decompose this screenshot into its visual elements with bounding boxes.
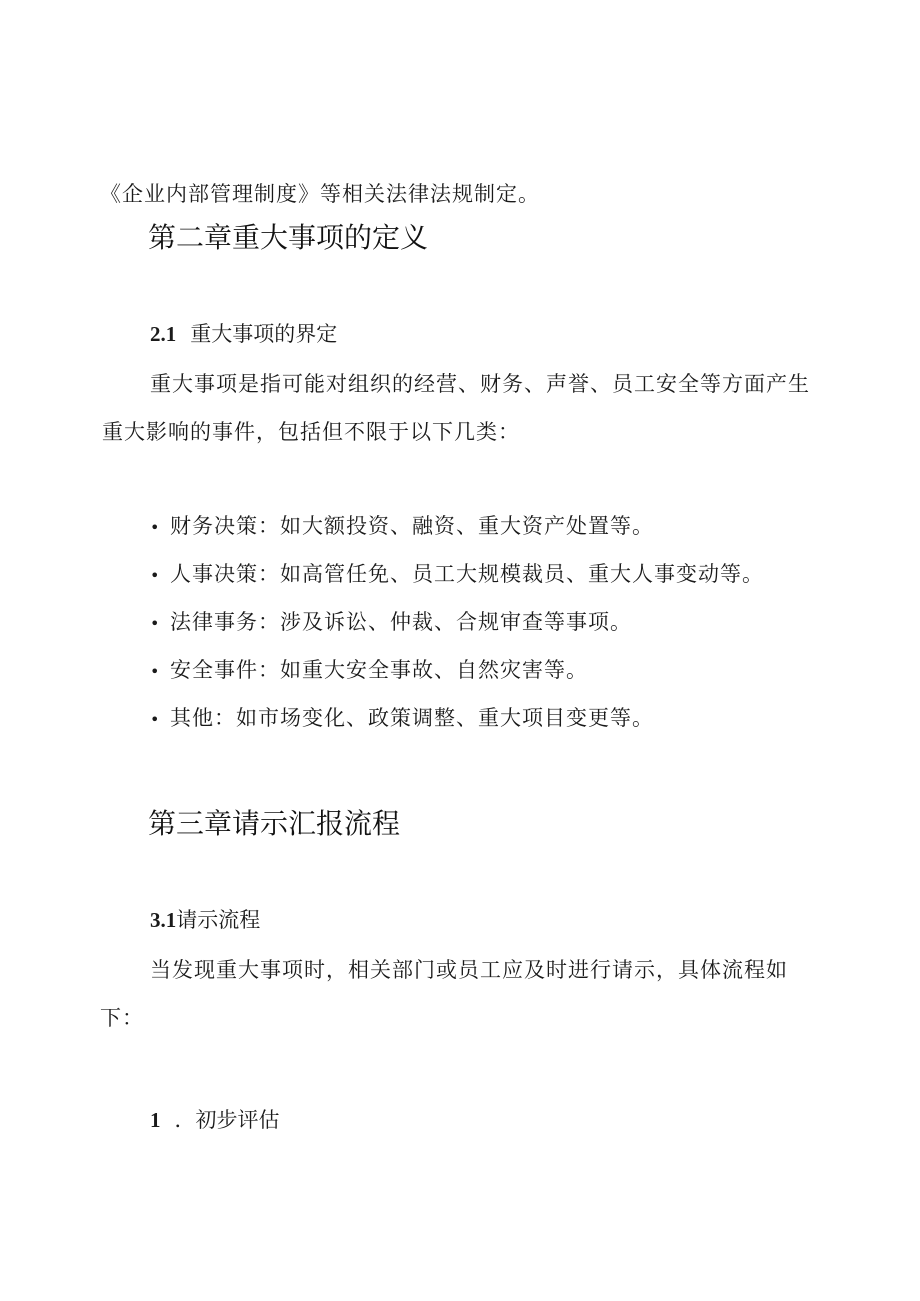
list-item-text: 安全事件：如重大安全事故、自然灾害等。 (170, 658, 588, 682)
list-item-text: 其他：如市场变化、政策调整、重大项目变更等。 (170, 706, 654, 730)
chapter-2-paragraph-line-2: 重大影响的事件，包括但不限于以下几类： (102, 420, 520, 444)
step-title: ．初步评估 (174, 1108, 280, 1132)
list-item-text: 法律事务：涉及诉讼、仲裁、合规审查等事项。 (170, 610, 632, 634)
bullet-icon: • (150, 566, 161, 585)
list-item-text: 财务决策：如大额投资、融资、重大资产处置等。 (170, 514, 654, 538)
bullet-icon: • (150, 614, 161, 633)
list-item (150, 654, 588, 684)
section-2-1-heading (150, 318, 337, 348)
step-number: 1 (150, 1108, 161, 1132)
list-item (150, 510, 654, 540)
list-item-text: 人事决策：如高管任免、员工大规模裁员、重大人事变动等。 (170, 562, 764, 586)
chapter-2-heading: 第二章重大事项的定义 (148, 221, 429, 254)
bullet-icon: • (150, 518, 161, 537)
section-number: 2.1 (150, 322, 177, 346)
chapter-3-paragraph-line-2: 下： (100, 1006, 144, 1030)
chapter-2-paragraph-line-1: 重大事项是指可能对组织的经营、财务、声誉、员工安全等方面产生 (150, 372, 810, 396)
list-item (150, 606, 632, 636)
list-item (150, 558, 764, 588)
section-title: 请示流程 (176, 908, 261, 932)
chapter-3-paragraph-line-1: 当发现重大事项时，相关部门或员工应及时进行请示，具体流程如 (150, 958, 788, 982)
chapter-3-heading: 第三章请示汇报流程 (148, 807, 401, 840)
section-3-1-heading (150, 904, 260, 934)
bullet-icon: • (150, 662, 161, 681)
bullet-icon: • (150, 710, 161, 729)
section-number: 3.1 (150, 908, 177, 932)
section-title: 重大事项的界定 (190, 322, 338, 346)
list-item (150, 702, 654, 732)
step-1-heading (150, 1104, 280, 1134)
intro-tail-text: 《企业内部管理制度》等相关法律法规制定。 (100, 182, 540, 206)
